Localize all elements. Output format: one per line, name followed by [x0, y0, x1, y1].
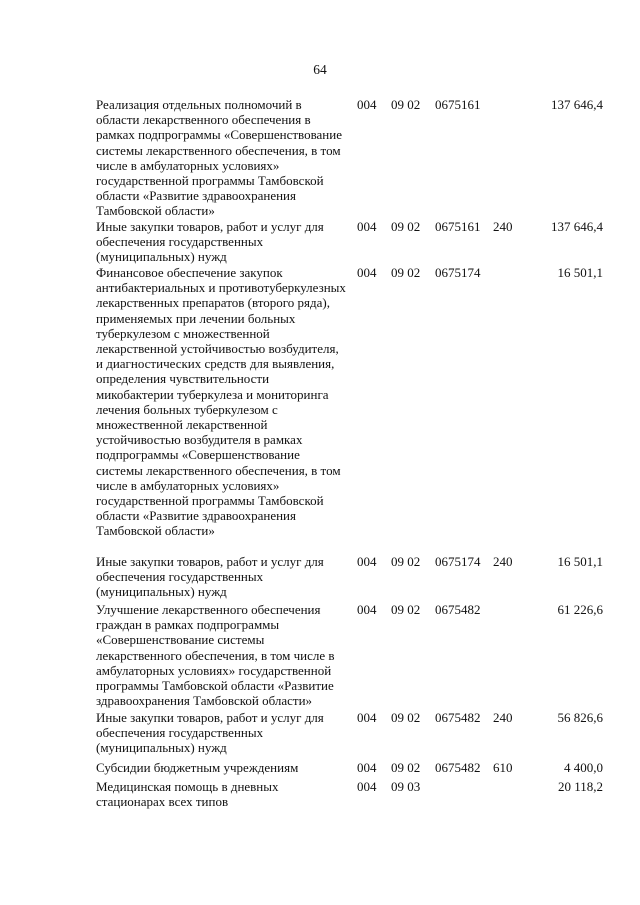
row-section-code: 09 02	[391, 219, 421, 234]
row-ministry-code: 004	[357, 265, 377, 280]
row-name: Медицинская помощь в дневных стационарах всех типов	[96, 779, 279, 810]
row-section-code: 09 02	[391, 97, 421, 112]
row-expense-type: 240	[493, 554, 513, 569]
row-ministry-code: 004	[357, 602, 377, 617]
row-sum: 20 118,2	[557, 779, 603, 794]
row-name: Финансовое обеспечение закупок антибактериальных и противотуберкулезных лекарственных препаратов (второго ряда), применяемых при лечении больных туберкулезом с множественной лекарственной устойчивостью возбудителя, и диагностических средств для выявления, определения чувствительности микобактерии туберкулеза и мониторинга лечения больных туберкулезом с множественной лекарственной устойчивостью возбудителя в рамках подпрограммы «Совершенствование системы лекарственного обеспечения, в том числе в амбулаторных условиях» государственной программы Тамбовской области «Развитие здравоохранения Тамбовской области»	[96, 265, 346, 539]
row-sum: 137 646,4	[551, 219, 603, 234]
row-ministry-code: 004	[357, 219, 377, 234]
row-sum: 4 400,0	[564, 760, 603, 775]
row-ministry-code: 004	[357, 97, 377, 112]
row-section-code: 09 03	[391, 779, 421, 794]
row-sum: 61 226,6	[557, 602, 603, 617]
row-name: Субсидии бюджетным учреждениям	[96, 760, 299, 775]
row-sum: 137 646,4	[551, 97, 603, 112]
row-sum: 16 501,1	[557, 554, 603, 569]
row-section-code: 09 02	[391, 265, 421, 280]
row-ministry-code: 004	[357, 554, 377, 569]
row-name: Иные закупки товаров, работ и услуг для обеспечения государственных (муниципальных) нужд	[96, 710, 324, 756]
page-number: 64	[313, 62, 327, 77]
row-target-code: 0675482	[435, 710, 481, 725]
row-name: Иные закупки товаров, работ и услуг для обеспечения государственных (муниципальных) нужд	[96, 219, 324, 265]
row-target-code: 0675161	[435, 219, 481, 234]
row-sum: 56 826,6	[557, 710, 603, 725]
row-expense-type: 240	[493, 219, 513, 234]
row-target-code: 0675174	[435, 265, 481, 280]
row-name: Реализация отдельных полномочий в области лекарственного обеспечения в рамках подпрограммы «Совершенствование системы лекарственного обеспечения, в том числе в амбулаторных условиях» государственной программы Тамбовской области «Развитие здравоохранения Тамбовской области»	[96, 97, 342, 219]
row-expense-type: 240	[493, 710, 513, 725]
row-target-code: 0675482	[435, 760, 481, 775]
row-name: Иные закупки товаров, работ и услуг для обеспечения государственных (муниципальных) нужд	[96, 554, 324, 600]
row-ministry-code: 004	[357, 779, 377, 794]
row-section-code: 09 02	[391, 554, 421, 569]
row-section-code: 09 02	[391, 602, 421, 617]
row-section-code: 09 02	[391, 710, 421, 725]
row-sum: 16 501,1	[557, 265, 603, 280]
row-target-code: 0675482	[435, 602, 481, 617]
row-ministry-code: 004	[357, 710, 377, 725]
row-section-code: 09 02	[391, 760, 421, 775]
row-expense-type: 610	[493, 760, 513, 775]
row-ministry-code: 004	[357, 760, 377, 775]
row-target-code: 0675161	[435, 97, 481, 112]
row-name: Улучшение лекарственного обеспечения граждан в рамках подпрограммы «Совершенствование системы лекарственного обеспечения, в том числе в амбулаторных условиях» государственной программы Тамбовской области «Развитие здравоохранения Тамбовской области»	[96, 602, 335, 709]
row-target-code: 0675174	[435, 554, 481, 569]
